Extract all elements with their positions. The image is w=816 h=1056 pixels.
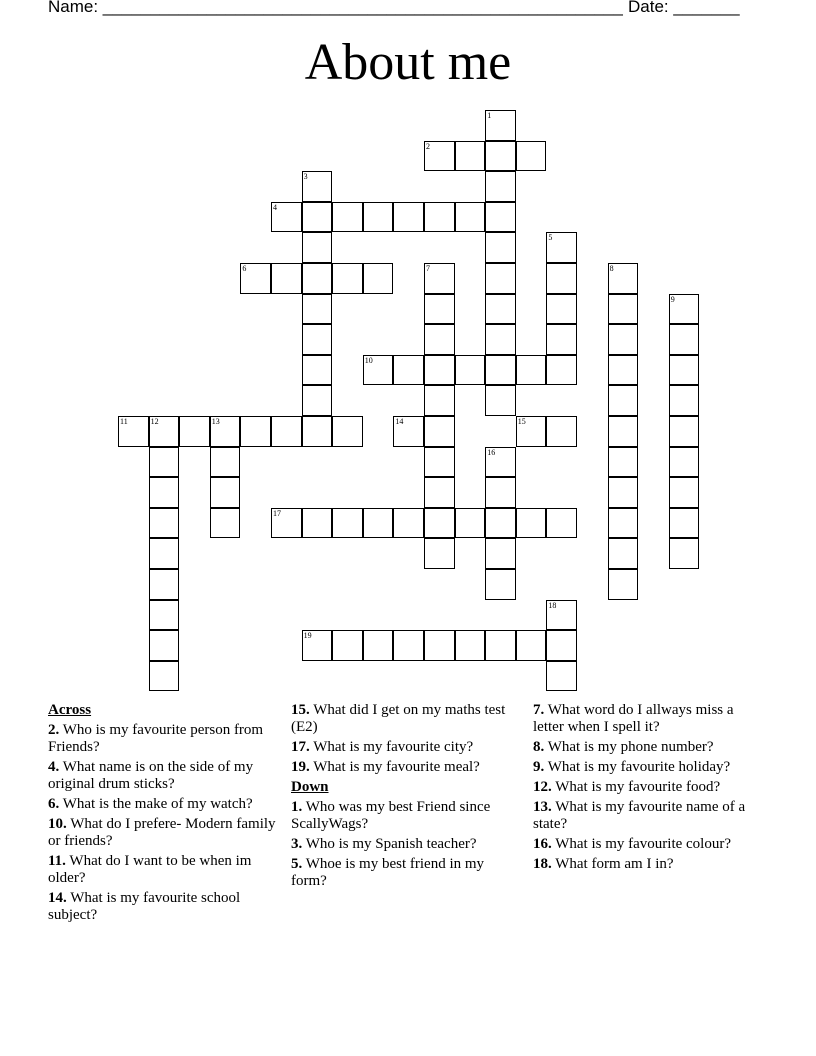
clue-item (48, 759, 280, 793)
clue-number: 1. (291, 799, 303, 815)
grid-cell[interactable] (516, 355, 547, 386)
clue-item (48, 890, 280, 924)
grid-cell[interactable] (546, 508, 577, 539)
clue-number-label: 9 (670, 294, 675, 304)
clue-text: What do I want to be when im older? (48, 853, 252, 886)
grid-cell[interactable] (302, 324, 333, 355)
grid-cell[interactable] (669, 447, 700, 478)
grid-cell[interactable] (149, 569, 180, 600)
clue-text: Who is my Spanish teacher? (302, 836, 477, 852)
grid-cell[interactable] (149, 600, 180, 631)
clue-text: What do I prefere- Modern family or friends? (48, 816, 276, 849)
grid-cell[interactable] (149, 538, 180, 569)
clues-column-2 (291, 702, 523, 893)
clue-item (48, 796, 280, 813)
clue-text: What is my favourite school subject? (48, 890, 241, 923)
grid-cell[interactable] (302, 202, 333, 233)
grid-cell[interactable] (271, 416, 302, 447)
grid-cell[interactable] (669, 538, 700, 569)
clue-text: Whoe is my best friend in my form? (291, 856, 485, 889)
clue-list (291, 799, 523, 890)
clue-number-label: 14 (395, 417, 404, 426)
clue-number: 2. (48, 722, 60, 738)
clue-item (48, 816, 280, 850)
grid-cell[interactable] (608, 294, 639, 325)
clue-item (291, 739, 523, 756)
grid-cell[interactable] (608, 538, 639, 569)
clue-number-label: 17 (273, 508, 281, 518)
grid-cell[interactable] (393, 508, 424, 539)
grid-cell[interactable] (516, 508, 547, 539)
clue-text: What is my favourite colour? (551, 836, 732, 852)
grid-cell[interactable] (608, 477, 639, 508)
grid-cell[interactable] (516, 141, 547, 172)
clue-number: 6. (48, 796, 60, 812)
clue-list (291, 702, 523, 776)
grid-cell[interactable] (393, 630, 424, 661)
grid-cell[interactable] (669, 324, 700, 355)
grid-cell[interactable] (608, 569, 639, 600)
clue-number: 8. (533, 739, 545, 755)
grid-cell[interactable] (363, 263, 394, 294)
grid-cell[interactable] (424, 324, 455, 355)
clue-number: 10. (48, 816, 67, 832)
grid-cell[interactable] (424, 202, 455, 233)
grid-cell[interactable] (546, 324, 577, 355)
clue-text: What is the make of my watch? (59, 796, 253, 812)
grid-cell[interactable] (424, 447, 455, 478)
clue-number-label: 2 (426, 141, 430, 151)
grid-cell[interactable] (485, 508, 516, 539)
grid-cell[interactable] (302, 416, 333, 447)
down-heading: Down (291, 779, 329, 795)
grid-cell[interactable] (669, 508, 700, 539)
grid-cell[interactable] (608, 385, 639, 416)
clue-text: What word do I allways miss a letter when I spell it? (533, 702, 734, 735)
grid-cell[interactable] (455, 630, 486, 661)
clue-number: 14. (48, 890, 67, 906)
clue-number: 13. (533, 799, 552, 815)
clue-number-label: 7 (426, 264, 430, 273)
clue-number-label: 13 (211, 417, 220, 426)
grid-cell[interactable] (332, 508, 363, 539)
clue-text: What is my phone number? (544, 739, 714, 755)
clue-number-label: 11 (120, 417, 128, 426)
grid-cell[interactable] (424, 416, 455, 447)
grid-cell[interactable] (302, 294, 333, 325)
grid-cell[interactable] (302, 355, 333, 386)
clue-number: 16. (533, 836, 552, 852)
grid-cell[interactable] (179, 416, 210, 447)
grid-cell[interactable] (455, 355, 486, 386)
clue-number: 3. (291, 836, 303, 852)
grid-cell[interactable] (608, 324, 639, 355)
clue-number-label: 3 (303, 172, 308, 182)
grid-cell[interactable] (363, 202, 394, 233)
clue-number: 17. (291, 739, 310, 755)
grid-cell[interactable] (485, 263, 516, 294)
grid-cell[interactable] (485, 569, 516, 600)
clue-text: What name is on the side of my original drum sticks? (48, 759, 254, 792)
clue-number: 12. (533, 779, 552, 795)
grid-cell[interactable] (608, 416, 639, 447)
grid-cell[interactable] (149, 447, 180, 478)
clue-text: What is my favourite city? (309, 739, 474, 755)
grid-cell[interactable] (332, 630, 363, 661)
grid-cell[interactable] (546, 661, 577, 692)
clue-number-label: 16 (487, 447, 496, 457)
clue-number: 11. (48, 853, 66, 869)
grid-cell[interactable] (485, 630, 516, 661)
clue-item (291, 856, 523, 890)
grid-cell[interactable] (608, 355, 639, 386)
clue-item (533, 759, 765, 776)
clue-item (291, 759, 523, 776)
grid-cell[interactable] (485, 538, 516, 569)
grid-cell[interactable] (302, 263, 333, 294)
clue-number-label: 18 (548, 600, 557, 610)
grid-cell[interactable] (455, 141, 486, 172)
grid-cell[interactable] (424, 508, 455, 539)
grid-cell[interactable] (485, 324, 516, 355)
grid-cell[interactable] (149, 477, 180, 508)
clue-number: 4. (48, 759, 60, 775)
clue-number-label: 10 (364, 355, 373, 365)
grid-cell[interactable] (424, 385, 455, 416)
grid-cell[interactable] (546, 630, 577, 661)
grid-cell[interactable] (271, 263, 302, 294)
grid-cell[interactable] (424, 294, 455, 325)
clue-number-label: 1 (487, 111, 492, 120)
clue-item (291, 836, 523, 853)
across-heading: Across (48, 702, 92, 718)
clue-number-label: 6 (242, 264, 247, 273)
grid-cell[interactable] (424, 477, 455, 508)
clue-number: 18. (533, 856, 552, 872)
clues-column-3 (533, 702, 765, 876)
grid-cell[interactable] (546, 263, 577, 294)
clue-item (48, 853, 280, 887)
clue-item (48, 722, 280, 756)
grid-cell[interactable] (363, 508, 394, 539)
grid-cell[interactable] (149, 661, 180, 692)
clue-item (533, 739, 765, 756)
grid-cell[interactable] (210, 447, 241, 478)
grid-cell[interactable] (485, 477, 516, 508)
clue-number: 7. (533, 702, 545, 718)
clue-number-label: 19 (303, 631, 312, 641)
clue-text: What is my favourite food? (551, 779, 721, 795)
grid-cell[interactable] (455, 202, 486, 233)
grid-cell[interactable] (669, 477, 700, 508)
grid-cell[interactable] (608, 447, 639, 478)
clue-number: 5. (291, 856, 303, 872)
grid-cell[interactable] (424, 538, 455, 569)
clue-item (533, 836, 765, 853)
grid-cell[interactable] (485, 385, 516, 416)
clue-item (291, 799, 523, 833)
clue-list (48, 722, 280, 924)
clue-number-label: 8 (609, 264, 614, 273)
grid-cell[interactable] (546, 294, 577, 325)
grid-cell[interactable] (669, 385, 700, 416)
clue-number: 19. (291, 759, 310, 775)
grid-cell[interactable] (302, 508, 333, 539)
grid-cell[interactable] (485, 232, 516, 263)
grid-cell[interactable] (332, 416, 363, 447)
grid-cell[interactable] (240, 416, 271, 447)
grid-cell[interactable] (485, 171, 516, 202)
clue-item (291, 702, 523, 736)
grid-cell[interactable] (485, 202, 516, 233)
grid-cell[interactable] (546, 416, 577, 447)
clue-text: Who was my best Friend since ScallyWags? (291, 799, 491, 832)
grid-cell[interactable] (363, 630, 394, 661)
clue-number-label: 4 (273, 202, 277, 212)
grid-cell[interactable] (455, 508, 486, 539)
grid-cell[interactable] (424, 630, 455, 661)
clue-item (533, 856, 765, 873)
grid-cell[interactable] (424, 355, 455, 386)
grid-cell[interactable] (302, 385, 333, 416)
grid-cell[interactable] (332, 202, 363, 233)
clue-text: What form am I in? (551, 856, 674, 872)
clue-number-label: 15 (517, 417, 526, 426)
grid-cell[interactable] (210, 508, 241, 539)
clue-text: What is my favourite meal? (309, 759, 480, 775)
date-field[interactable]: Date: _______ (628, 0, 740, 16)
clue-item (533, 779, 765, 796)
grid-cell[interactable] (516, 630, 547, 661)
grid-cell[interactable] (149, 630, 180, 661)
clues-column-1 (48, 702, 280, 927)
clue-text: What is my favourite holiday? (544, 759, 731, 775)
grid-cell[interactable] (485, 294, 516, 325)
page-title: About me (304, 34, 512, 91)
grid-cell[interactable] (332, 263, 363, 294)
grid-cell[interactable] (393, 355, 424, 386)
grid-cell[interactable] (485, 141, 516, 172)
grid-cell[interactable] (669, 416, 700, 447)
grid-cell[interactable] (669, 355, 700, 386)
grid-cell[interactable] (608, 508, 639, 539)
clue-text: What did I get on my maths test (E2) (291, 702, 506, 735)
clue-text: What is my favourite name of a state? (533, 799, 746, 832)
clue-text: Who is my favourite person from Friends? (48, 722, 264, 755)
clue-item (533, 702, 765, 736)
clue-number: 15. (291, 702, 310, 718)
grid-cell[interactable] (149, 508, 180, 539)
grid-cell[interactable] (302, 232, 333, 263)
clue-list (533, 702, 765, 873)
clue-number: 9. (533, 759, 545, 775)
clue-number-label: 5 (548, 233, 553, 243)
grid-cell[interactable] (393, 202, 424, 233)
name-field[interactable]: Name: _______________________________________________________ (48, 0, 623, 16)
clue-number-label: 12 (150, 417, 159, 426)
clue-item (533, 799, 765, 833)
grid-cell[interactable] (546, 355, 577, 386)
grid-cell[interactable] (485, 355, 516, 386)
grid-cell[interactable] (210, 477, 241, 508)
